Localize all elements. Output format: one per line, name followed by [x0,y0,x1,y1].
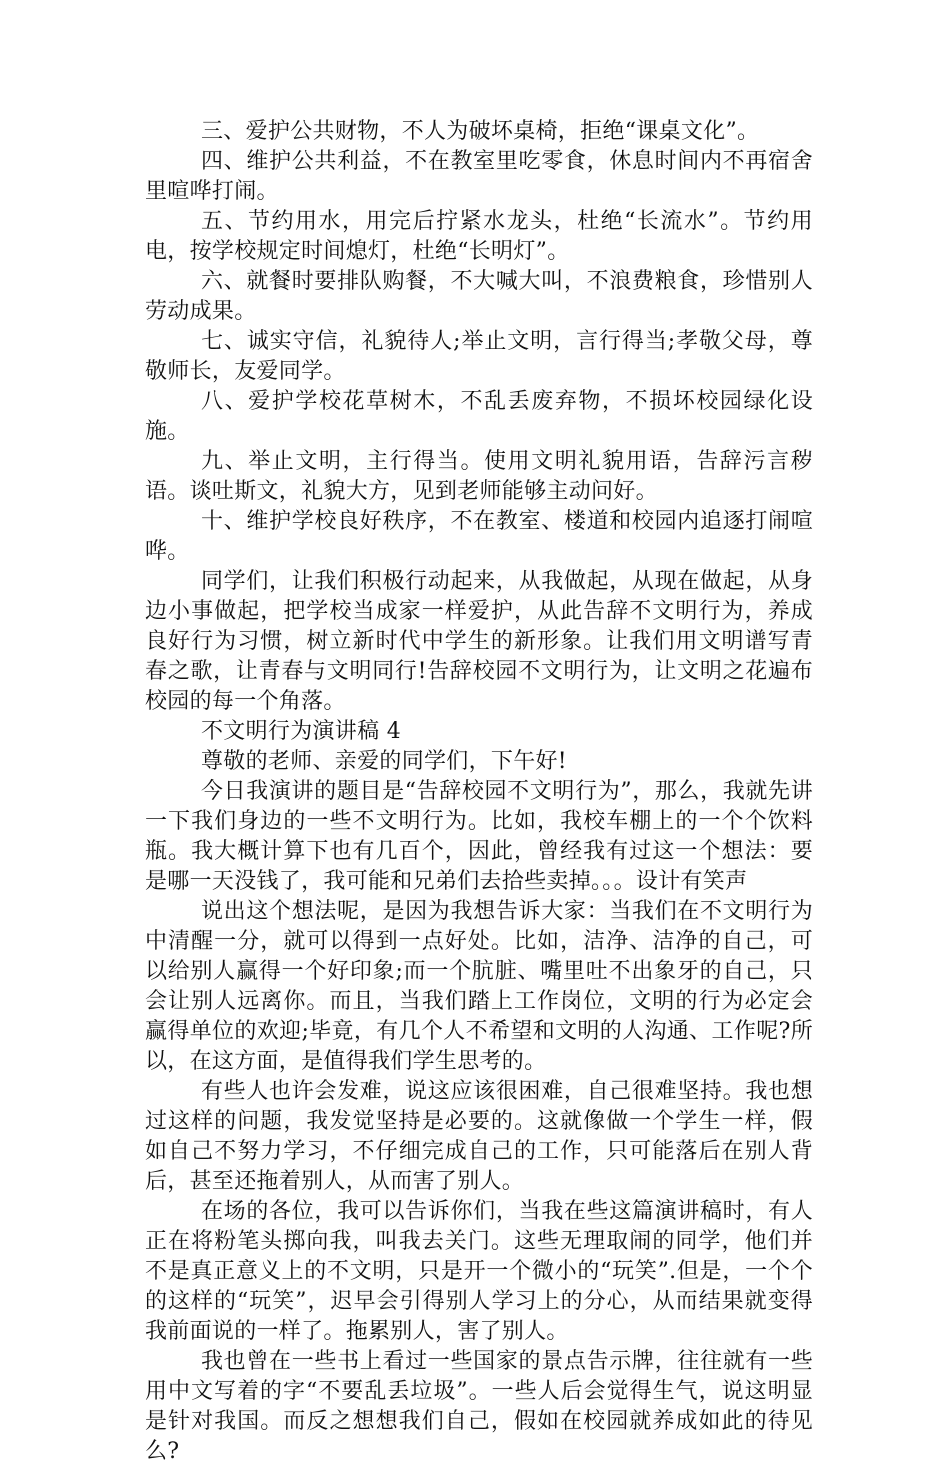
paragraph-rule-7: 七、诚实守信，礼貌待人;举止文明，言行得当;孝敬父母，尊敬师长，友爱同学。 [145,329,813,384]
document-body [145,117,813,1467]
paragraph-rule-8: 八、爱护学校花草树木，不乱丢废弃物，不损坏校园绿化设施。 [145,389,813,444]
paragraph-rule-9: 九、举止文明，主行得当。使用文明礼貌用语，告辞污言秽语。谈吐斯文，礼貌大方，见到老师能够主动问好。 [145,449,813,504]
paragraph-rule-5: 五、节约用水，用完后拧紧水龙头，杜绝“长流水”。节约用电，按学校规定时间熄灯，杜绝“长明灯”。 [145,209,813,264]
paragraph-greeting: 尊敬的老师、亲爱的同学们，下午好! [201,749,567,774]
paragraph-call-to-action: 同学们，让我们积极行动起来，从我做起，从现在做起，从身边小事做起，把学校当成家一样爱护，从此告辞不文明行为，养成良好行为习惯，树立新时代中学生的新形象。让我们用文明谱写青春之歌，让青春与文明同行!告辞校园不文明行为，让文明之花遍布校园的每一个角落。 [145,569,813,714]
paragraph-speech-intro: 今日我演讲的题目是“告辞校园不文明行为”，那么，我就先讲一下我们身边的一些不文明行为。比如，我校车棚上的一个个饮料瓶。我大概计算下也有几百个，因此，曾经我有过这一个想法：要是哪一天没钱了，我可能和兄弟们去拾些卖掉。。。设计有笑声 [145,779,813,894]
paragraph-rule-4: 四、维护公共利益，不在教室里吃零食，休息时间内不再宿舍里喧哗打闹。 [145,149,813,204]
paragraph-speech-jokes: 在场的各位，我可以告诉你们，当我在些这篇演讲稿时，有人正在将粉笔头掷向我，叫我去关门。这些无理取闹的同学，他们并不是真正意义上的不文明，只是开一个微小的“玩笑”.但是，一个个的这样的“玩笑”，迟早会引得别人学习上的分心，从而结果就变得我前面说的一样了。拖累别人，害了别人。 [145,1199,813,1344]
paragraph-speech-persistence: 有些人也许会发难，说这应该很困难，自己很难坚持。我也想过这样的问题，我发觉坚持是必要的。这就像做一个学生一样，假如自己不努力学习，不仔细完成自己的工作，只可能落后在别人背后，甚至还拖着别人，从而害了别人。 [145,1079,813,1194]
paragraph-speech-signs: 我也曾在一些书上看过一些国家的景点告示牌，往往就有一些用中文写着的字“不要乱丢垃圾”。一些人后会觉得生气，说这明显是针对我国。而反之想想我们自己，假如在校园就养成如此的待见么? [145,1349,813,1464]
paragraph-rule-3: 三、爱护公共财物，不人为破坏桌椅，拒绝“课桌文化”。 [201,119,760,144]
paragraph-rule-6: 六、就餐时要排队购餐，不大喊大叫，不浪费粮食，珍惜别人劳动成果。 [145,269,813,324]
paragraph-speech-reason: 说出这个想法呢，是因为我想告诉大家：当我们在不文明行为中清醒一分，就可以得到一点好处。比如，洁净、洁净的自己，可以给别人赢得一个好印象;而一个肮脏、嘴里吐不出象牙的自己，只会让别人远离你。而且，当我们踏上工作岗位，文明的行为必定会赢得单位的欢迎;毕竟，有几个人不希望和文明的人沟通、工作呢?所以，在这方面，是值得我们学生思考的。 [145,899,813,1074]
paragraph-rule-10: 十、维护学校良好秩序，不在教室、楼道和校园内追逐打闹喧哗。 [145,509,813,564]
section-heading: 不文明行为演讲稿 4 [201,719,401,744]
